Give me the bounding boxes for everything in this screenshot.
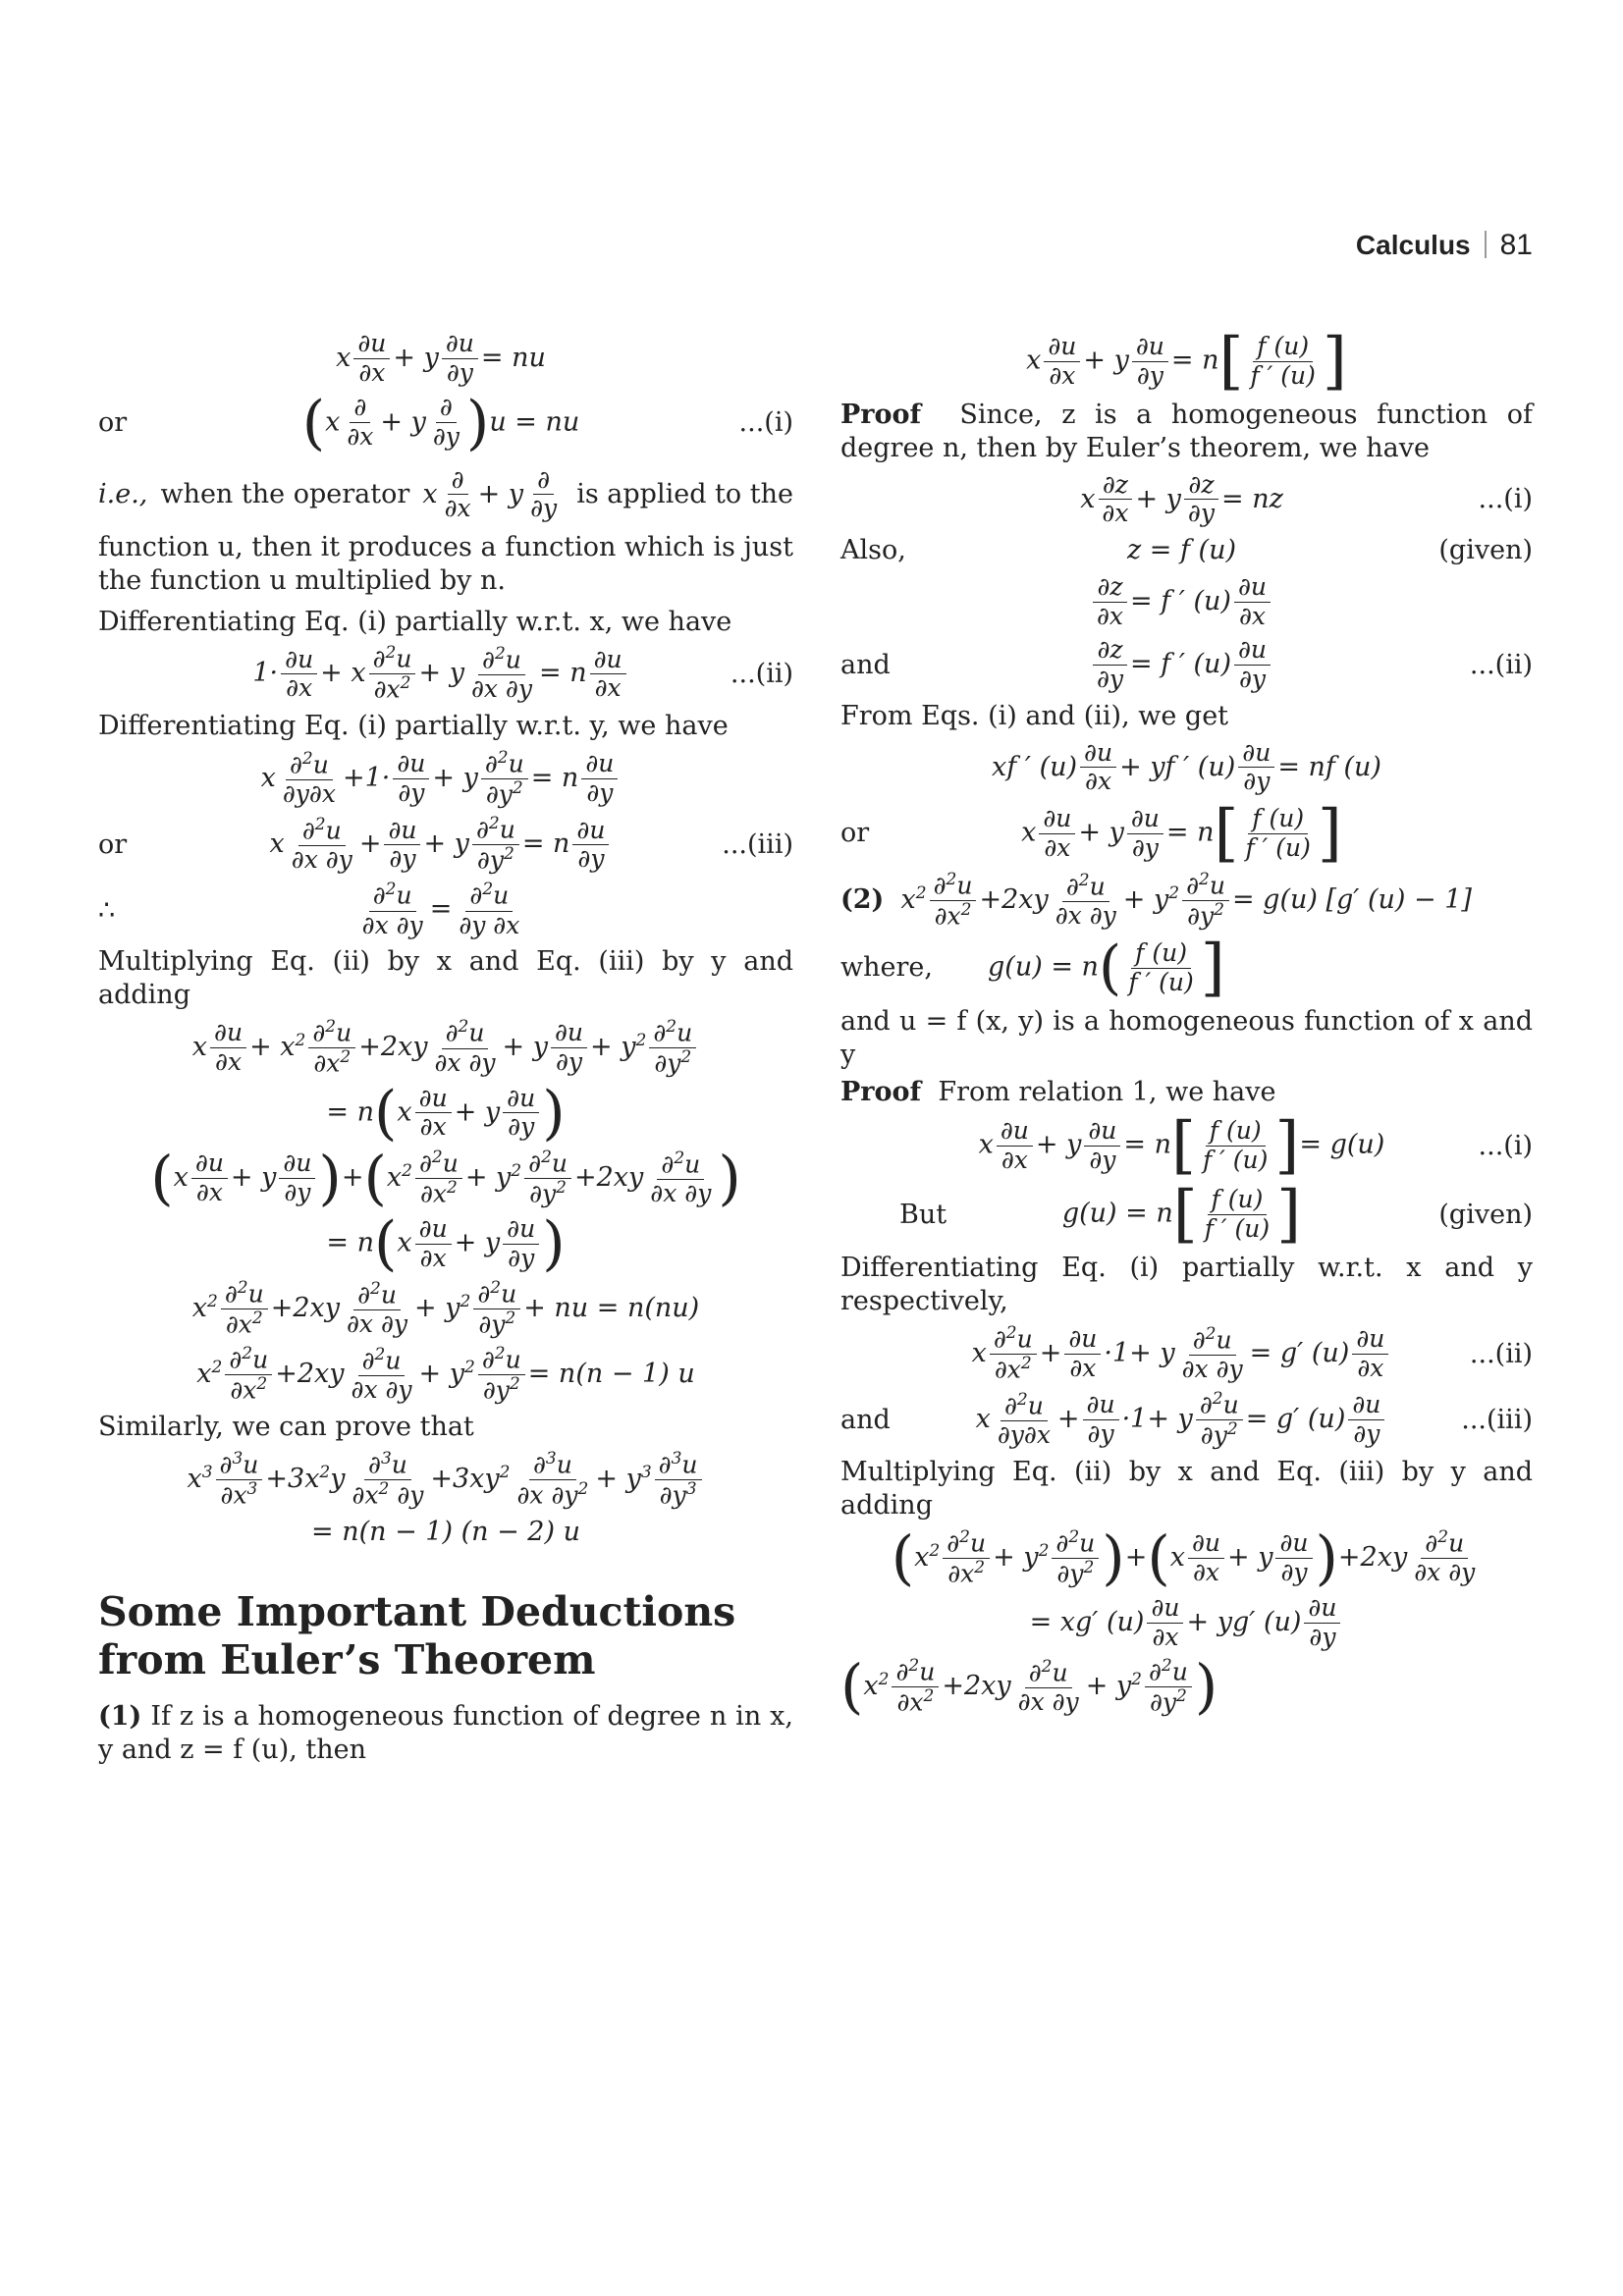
paragraph: Differentiating Eq. (i) partially w.r.t. x and y respectively,	[840, 1253, 1533, 1317]
equation-iii: or x $\frac{\partial^2u}{\partial x \partial y}$ + $\frac{\partial u}{\partial y}$ + y $\frac{\partial^2u}{\partial y^2}$ = n $\frac{\partial u}{\partial y}$ ...(iii)	[98, 814, 793, 875]
equation: xf ′ (u) $\frac{\partial u}{\partial x}$ + yf ′ (u) $\frac{\partial u}{\partial y}$ = nf (u)	[992, 737, 1381, 796]
eq-tag: ...(i)	[738, 406, 793, 438]
paragraph: function u, then it produces a function which is just the function u multiplied by n.	[98, 532, 793, 596]
or-label: or	[840, 818, 870, 849]
equation: = xg′ (u) $\frac{\partial u}{\partial x}$ + yg′ (u) $\frac{\partial u}{\partial y}$	[840, 1594, 1533, 1652]
equation: x $\frac{\partial^2u}{\partial x^2}$ + $\frac{\partial u}{\partial x}$ ·1+ y $\frac{\partial^2u}{\partial x \partial y}$ = g′ (u) $\frac{\partial u}{\partial x}$ ...(ii)	[971, 1322, 1533, 1384]
eq-tag: ...(i)	[1478, 1130, 1533, 1161]
equation-operator: or (x $\frac{\partial}{\partial x}$ + y $\frac{\partial}{\partial y}$ )u = nu ...(i)	[98, 388, 793, 457]
equation-euler-second-order: $x^2$ $\frac{\partial^2u}{\partial x^2}$ +2xy $\frac{\partial^2u}{\partial x \partial y}$ + $y^2$ $\frac{\partial^2u}{\partial y^2}$ = n(n − 1) u	[196, 1344, 695, 1405]
proof-2: Proof From relation 1, we have	[840, 1076, 1276, 1107]
equation-third-order: $x^3$ $\frac{\partial^3u}{\partial x^3}$ $+3x^2y$ $\frac{\partial^3u}{\partial x^2 \partial y}$ $+3xy^2$ $\frac{\partial^3u}{\partial x \partial y^2}$ + $y^3$ $\frac{\partial^3u}{\partial y^3}$	[98, 1450, 793, 1510]
equation: x $\frac{\partial u}{\partial x}$ + $x^2$ $\frac{\partial^2u}{\partial x^2}$ +2xy $\frac{\partial^2u}{\partial x \partial y}$ + y $\frac{\partial u}{\partial y}$ + $y^2$ $\frac{\partial^2u}{\partial y^2}$	[98, 1018, 793, 1078]
equation: x $\frac{\partial u}{\partial x}$ + y $\frac{\partial u}{\partial y}$ = n[ $\frac{f (u)}{f ' (u)}$ ]= g(u) ...(i)	[978, 1109, 1533, 1183]
equation-mixed-partials: ∴ $\frac{\partial^2u}{\partial x \partial y}$ = $\frac{\partial^2u}{\partial y \partial x}$	[98, 880, 520, 939]
given-tag: (given)	[1438, 1199, 1533, 1230]
equation: = n(x $\frac{\partial u}{\partial x}$ + y $\frac{\partial u}{\partial y}$ )	[326, 1078, 566, 1148]
therefore-symbol: ∴	[98, 894, 116, 926]
paragraph: Differentiating Eq. (i) partially w.r.t. y, we have	[98, 711, 729, 742]
running-header	[1356, 228, 1533, 262]
and-label: and	[840, 649, 891, 680]
and-label: and	[840, 1404, 891, 1435]
given-tag: (given)	[1438, 535, 1533, 565]
eq-tag: ...(ii)	[1469, 1338, 1533, 1369]
equation-euler: x $\frac{\partial u}{\partial x}$ + y $\frac{\partial u}{\partial y}$ = nu	[336, 329, 546, 387]
eq-tag: ...(iii)	[1461, 1404, 1533, 1435]
or-label: or	[98, 406, 128, 438]
equation-deduction-1: x $\frac{\partial u}{\partial x}$ + y $\frac{\partial u}{\partial y}$ = n[ $\frac{f (u)}{f ' (u)}$ ]	[1026, 325, 1347, 398]
operator-text: i.e., when the operator x $\frac{\partial}{\partial x}$ + y $\frac{\partial}{\partial y}$ is applied to the	[98, 464, 793, 523]
section-title: Calculus	[1355, 230, 1471, 260]
deduction-1: (1) If z is a homogeneous function of degree n in x, y and z = f (u), then	[98, 1701, 793, 1766]
eq-tag: ...(i)	[1478, 483, 1533, 514]
equation: ($x^2$ $\frac{\partial^2u}{\partial x^2}$ + $y^2$ $\frac{\partial^2u}{\partial y^2}$ )+(x $\frac{\partial u}{\partial x}$ + y $\frac{\partial u}{\partial y}$ )+2xy $\frac{\partial^2u}{\partial x \partial y}$	[891, 1523, 1476, 1593]
paragraph: From Eqs. (i) and (ii), we get	[840, 700, 1229, 731]
equation: x $\frac{\partial z}{\partial x}$ + y $\frac{\partial z}{\partial y}$ = nz ...(i)	[1080, 469, 1533, 528]
eq-tag: ...(iii)	[722, 829, 793, 861]
equation: and x $\frac{\partial^2u}{\partial y\partial x}$ + $\frac{\partial u}{\partial y}$ ·1+ y $\frac{\partial^2u}{\partial y^2}$ = g′ (u) $\frac{\partial u}{\partial y}$ ...(iii)	[840, 1389, 1533, 1450]
equation: $\frac{\partial z}{\partial x}$ = f ′ (u) $\frac{\partial u}{\partial x}$	[840, 573, 1533, 631]
or-label: or	[98, 829, 128, 861]
equation: and $\frac{\partial z}{\partial y}$ = f ′ (u) $\frac{\partial u}{\partial y}$ ...(ii)	[840, 635, 1533, 693]
equation: x $\frac{\partial^2u}{\partial y\partial x}$ +1· $\frac{\partial u}{\partial y}$ + y $\frac{\partial^2u}{\partial y^2}$ = n $\frac{\partial u}{\partial y}$	[98, 749, 793, 809]
equation: = n(x $\frac{\partial u}{\partial x}$ + y $\frac{\partial u}{\partial y}$ )	[326, 1209, 566, 1279]
equation-ii: 1· $\frac{\partial u}{\partial x}$ + x $\frac{\partial^2u}{\partial x^2}$ + y $\frac{\partial^2u}{\partial x \partial y}$ = n $\frac{\partial u}{\partial x}$ ...(ii)	[252, 643, 793, 704]
section-heading: Some Important Deductions from Euler’s Theorem	[98, 1588, 736, 1684]
paragraph: Multiplying Eq. (ii) by x and Eq. (iii) by y and adding	[840, 1457, 1533, 1521]
equation: (x $\frac{\partial u}{\partial x}$ + y $\frac{\partial u}{\partial y}$ )$+(x^2$ $\frac{\partial^2u}{\partial x^2}$ + $y^2$ $\frac{\partial^2u}{\partial y^2}$ +2xy $\frac{\partial^2u}{\partial x \partial y}$ )	[150, 1144, 741, 1213]
equation: where, g(u) = n( $\frac{f (u)}{f ' (u)}$ ]	[840, 932, 1225, 1005]
deduction-2: (2) $x^2$ $\frac{\partial^2u}{\partial x^2}$ +2xy $\frac{\partial^2u}{\partial x \partial y}$ + $y^2$ $\frac{\partial^2u}{\partial y^2}$ = g(u) [g′ (u) − 1]	[840, 870, 1472, 931]
header-divider	[1485, 231, 1487, 258]
paragraph: Multiplying Eq. (ii) by x and Eq. (iii) by y and adding	[98, 946, 793, 1011]
left-column	[98, 324, 793, 1775]
but-label: But	[899, 1199, 947, 1230]
proof-1: Proof Since, z is a homogeneous function of degree n, then by Euler’s theorem, we have	[840, 400, 1533, 463]
equation: ($x^2$ $\frac{\partial^2u}{\partial x^2}$ +2xy $\frac{\partial^2u}{\partial x \partial y}$ + $y^2$ $\frac{\partial^2u}{\partial y^2}$ )	[840, 1652, 1218, 1722]
paragraph: Similarly, we can prove that	[98, 1412, 474, 1443]
equation-third-order-result: = n(n − 1) (n − 2) u	[311, 1517, 580, 1548]
equation: $x^2$ $\frac{\partial^2u}{\partial x^2}$ +2xy $\frac{\partial^2u}{\partial x \partial y}$ + $y^2$ $\frac{\partial^2u}{\partial y^2}$ + nu = n(nu)	[191, 1278, 700, 1339]
equation: or x $\frac{\partial u}{\partial x}$ + y $\frac{\partial u}{\partial y}$ = n[ $\frac{f (u)}{f ' (u)}$ ]	[840, 797, 1342, 870]
eq-tag: ...(ii)	[1469, 649, 1533, 680]
where-label: where,	[840, 952, 933, 984]
paragraph: Differentiating Eq. (i) partially w.r.t. x, we have	[98, 606, 732, 637]
equation: But g(u) = n[ $\frac{f (u)}{f ' (u)}$ ] (given)	[840, 1183, 1533, 1246]
eq-tag: ...(ii)	[730, 658, 793, 689]
paragraph: and u = f (x, y) is a homogeneous function of x and y	[840, 1006, 1533, 1070]
also-label: Also,	[840, 535, 906, 565]
right-column	[840, 324, 1533, 1724]
equation: Also, z = f (u) (given)	[840, 535, 1533, 565]
page-number: 81	[1499, 229, 1533, 261]
